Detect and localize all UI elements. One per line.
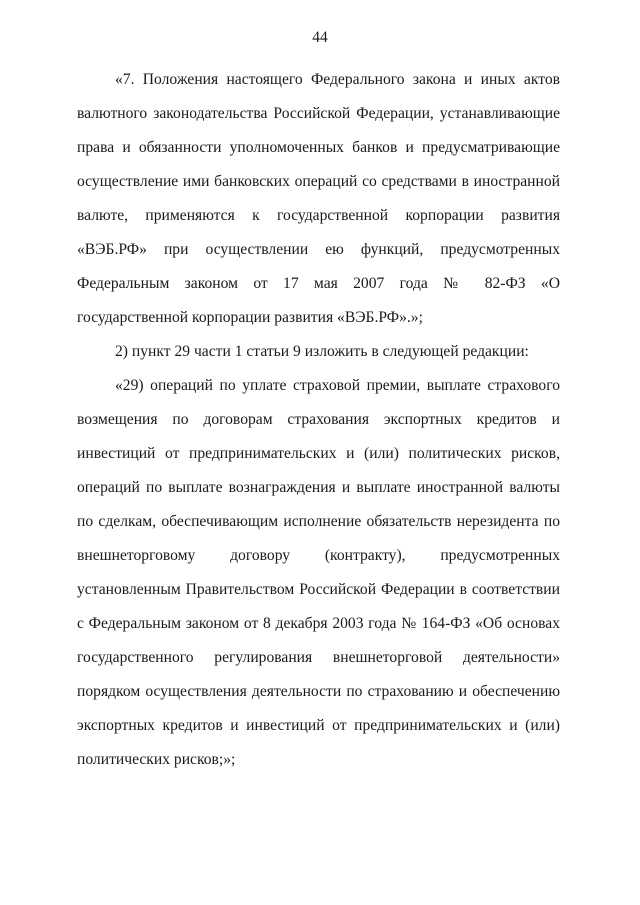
- paragraph-amendment-instruction: 2) пункт 29 части 1 статьи 9 изложить в следующей редакции:: [115, 343, 529, 360]
- paragraph-clause-7: «7. Положения настоящего Федерального закона и иных актов валютного законодательства Российской Федерации, устанавливающие права и обязанности уполномоченных банков и предусматривающие осуществление ими банковских операций со средствами в иностранной валюте, применяются к государственной корпорации развития «ВЭБ.РФ» при осуществлении ею функций, предусмотренных Федеральным законом от 17 мая 2007 года № 82-ФЗ «О государственной корпорации развития «ВЭБ.РФ».»;: [77, 71, 560, 326]
- page-number: 44: [312, 29, 328, 46]
- document-body: [77, 63, 560, 777]
- paragraph-clause-29: «29) операций по уплате страховой премии, выплате страхового возмещения по договорам страхования экспортных кредитов и инвестиций от предпринимательских и (или) политических рисков, операций по выплате вознаграждения и выплате иностранной валюты по сделкам, обеспечивающим исполнение обязательств нерезидента по внешнеторговому договору (контракту), предусмотренных установленным Правительством Российской Федерации в соответствии с Федеральным законом от 8 декабря 2003 года № 164-ФЗ «Об основах государственного регулирования внешнеторговой деятельности» порядком осуществления деятельности по страхованию и обеспечению экспортных кредитов и инвестиций от предпринимательских и (или) политических рисков;»;: [77, 377, 560, 768]
